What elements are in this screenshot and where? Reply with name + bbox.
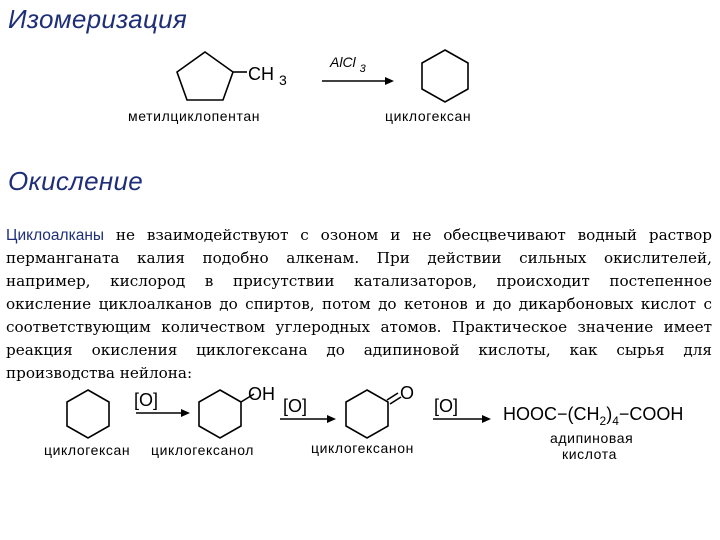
reaction-arrow bbox=[322, 77, 394, 85]
paragraph-lead-term: Циклоалканы bbox=[6, 227, 105, 244]
oxidation-reagent: [O] bbox=[283, 396, 308, 416]
cyclohexanol-name: циклогексанол bbox=[151, 442, 255, 458]
cyclohexanone-structure bbox=[346, 390, 401, 438]
methyl-group-label: CH $_3$ bbox=[248, 64, 287, 88]
oxidation-paragraph bbox=[6, 224, 712, 385]
cyclohexane-structure bbox=[67, 390, 109, 438]
oxidation-reagent: [O] bbox=[134, 390, 159, 410]
carbonyl-oxygen-label: O bbox=[400, 383, 415, 403]
methylcyclopentane-structure bbox=[177, 52, 247, 100]
cyclohexanol-structure bbox=[199, 390, 254, 438]
alcl3-formula: AlCl bbox=[330, 54, 356, 70]
adipic-acid-formula: $HOOC-(CH_2)_4-COOH$ bbox=[503, 404, 684, 428]
reaction-arrow bbox=[280, 415, 336, 423]
reaction-arrow bbox=[433, 415, 491, 423]
product-name: циклогексан bbox=[385, 108, 472, 124]
reaction-arrow bbox=[136, 409, 190, 417]
section-heading-isomerization: Изомеризация bbox=[8, 4, 188, 34]
cyclohexane-name: циклогексан bbox=[44, 442, 131, 458]
hydroxyl-group-label: OH bbox=[248, 384, 275, 404]
cyclohexanone-name: циклогексанон bbox=[311, 440, 414, 456]
ch3-formula: CH bbox=[248, 64, 274, 84]
oxidation-reagent: [O] bbox=[434, 396, 459, 416]
section-heading-oxidation: Окисление bbox=[8, 166, 144, 196]
paragraph-body: не взаимодействуют с озоном и не обесцвечивают водный раствор перманганата калия подобно алкенам. При действии сильных окислителей, например, кислород в присутствии катализаторов, происходит постепенное окисление циклоалканов до спиртов, потом до кетонов и до дикарбоновых кислот с соответствующим количеством углеродных атомов. Практическое значение имеет реакция окисления циклогексана до адипиновой кислоты, как сырья для производства нейлона: bbox=[6, 226, 712, 382]
reactant-name: метилциклопентан bbox=[128, 108, 261, 124]
catalyst-label: AlCl $_3$ bbox=[330, 54, 366, 75]
cyclohexane-structure bbox=[422, 50, 468, 102]
adipic-acid-name-line1: адипиновая bbox=[550, 430, 634, 446]
adipic-acid-name-line2: кислота bbox=[562, 446, 617, 462]
